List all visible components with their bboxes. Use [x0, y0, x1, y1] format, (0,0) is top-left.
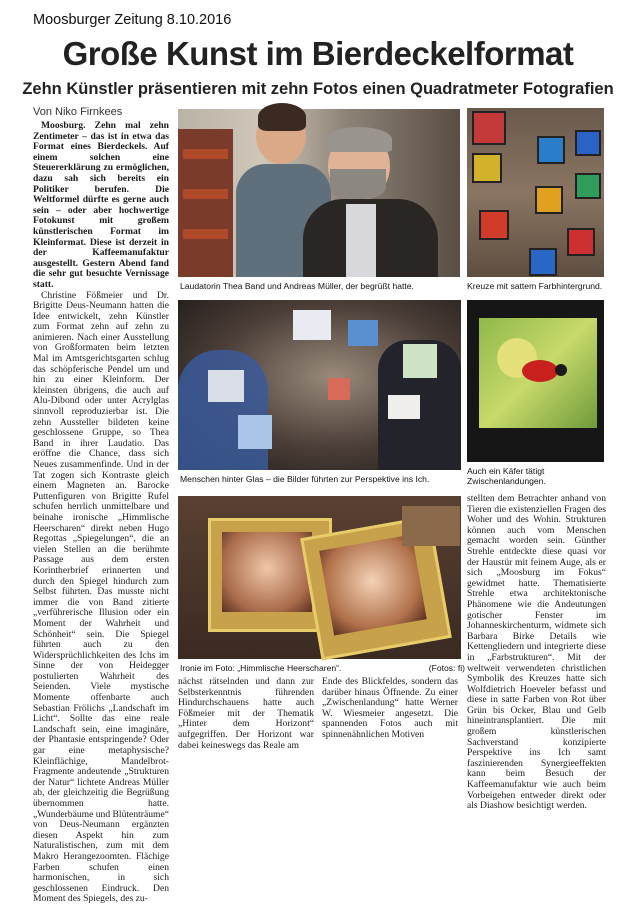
caption-photo-5: Ironie im Foto: „Himmlische Heerscharen“.	[180, 663, 342, 673]
caption-photo-2: Kreuze mit sattem Farbhintergrund.	[467, 281, 603, 291]
photo-himmlische-heerscharen	[178, 496, 461, 659]
photo-laudatorin	[178, 109, 460, 277]
article-title: Große Kunst im Bierdeckelformat	[62, 35, 574, 72]
photo-crosses	[467, 108, 604, 277]
body-paragraph: nächst rätselnden und dann zur Selbsterkenntnis führenden Hindurchschauens hatte auch Fößmeier mit der Thematik „Hinter dem Horizont“ aufgegriffen. Der Horizont war dabei keineswegs das Reale am	[178, 676, 314, 751]
article-subtitle: Zehn Künstler präsentieren mit zehn Fotos einen Quadratmeter Fotografien	[22, 80, 614, 98]
author-byline: Von Niko Firnkees	[33, 106, 123, 118]
photo-kaefer	[467, 300, 604, 462]
body-paragraph: stellten dem Betrachter anhand von Tieren die existenziellen Fragen des Woher und des Wohin. Strukturen können auch vom Menschen gemacht worden sein. Günther Strehle entdeckte diese quasi vor der Haustür mit feinem Auge, als er sich „Moosburg im Fokus“ gewidmet hatte. Thematisierte Strehle etwa architektonische Phänomene wie die Andeutungen gotischer Fenster im Johanneskirchenturm, widmete sich Barbara Birke Details wie Kettengliedern und integrierte diese in „Farbstrukturen“. Mit der weltweit verwendeten christlichen Symbolik des Kreuzes hatte sich Wolfdietrich Hoeveler befasst und diese in satte Farben von Rot über Grün bis Ocker, Blau und Gelb hineintransplantiert. Die mit großem künstlerischen Sachverstand konzipierte Perspektive ins Ich samt faszinierenden Synergieeffekten kann beim Besuch der Kaffeemanufaktur wie auch beim Vorbeigehen entweder direkt oder als Diashow besichtigt werden.	[467, 493, 606, 812]
lead-paragraph: Moosburg. Zehn mal zehn Zentimeter – das ist in etwa das Format eines Bierdeckels. Auf einem solchen eine Steuererklärung zu ermöglichen, dazu sah sich bereits ein Politiker berufen. Die Weltformel dürfte es gerne auch sein – oder aber hochwertige Fotokunst mit großem künstlerischen Format im Kleinformat. Diese ist derzeit in der Kaffeemanufaktur ausgestellt. Gestern Abend fand die sehr gut besuchte Vernissage statt.	[33, 120, 169, 290]
text-column-2	[178, 677, 314, 777]
text-column-1	[33, 120, 170, 905]
photo-menschen-hinter-glas	[178, 300, 461, 470]
caption-photo-3: Menschen hinter Glas – die Bilder führten zur Perspektive ins Ich.	[180, 474, 430, 484]
text-column-3	[322, 677, 458, 777]
body-paragraph: Christine Fößmeier und Dr. Brigitte Deus-Neumann hatten die Idee entwickelt, zehn Künstler zum Format zehn auf zehn zu animieren. Nach einer Ausstellung von Großformaten beim letzten Mal im Amtsgerichtsgarten schlug das schöpferische Pendel um und hin zu einer Kleinform. Der kleinsten übrigens, die auch auf Alu-Dibond oder unter Acrylglas sinnvoll reproduzierbar ist. Die zehn Aussteller bildeten keine geschlossene Gruppe, so Thea Band in ihrer Laudatio. Das eröffne die Chance, dass sich Neues zusammenfinde. Und in der Tat zogen sich Kontraste gleich einem Magneten an. Barocke Puttenfiguren von Brigitte Rufel schufen herrlich unmittelbare und beinahe ironische „Himmlische Heerscharen“ direkt neben Hugo Regottas „Spiegelungen“, die an vielen Stellen an die berühmte Passage aus dem ersten Korintherbrief erinnerten und durch den Spiegel hindurch zum Selbst führten. Das musste nicht immer die von Band zitierte „verführerische Illusion oder ein Moment der Wahrheit und Schönheit“ sein. Die Spiegel führten auch zu den Widersprüchlichkeiten des Ichs im Sinne der von Heidegger postulierten Wahrheit des Seienden. Viele mystische Momente offenbarte auch Sebastian Frölichs „Landschaft im Licht“. Sollte das eine reale Landschaft sein, eine imaginäre, der Phantasie entspringende? Oder gar eine metaphysische? Kleinflächige, Mandelbrot-Fragmente andeutende „Strukturen der Natur“ lichtete Andreas Müller ab, der gleichzeitig die Begrüßung übernommen hatte. „Wunderbäume und Blütenträume“ von Deus-Neumann ergänzten diesen Aspekt hin zum Naturalistischen, zum mit dem Makro Herangezoomten. Flächige Farben schufen einen harmonischen, in sich geschlossenen Eindruck. Den Moment des Spiegels, des zu-	[33, 289, 170, 905]
masthead: Moosburger Zeitung 8.10.2016	[33, 12, 232, 28]
text-column-4	[467, 493, 606, 812]
body-paragraph: Ende des Blickfeldes, sondern das darüber hinaus Öffnende. Zu einer „Zwischenlandung“ hatte Werner W. Wiesmeier angesetzt. Die spannenden Fotos auch mit spinnenähnlichen Motiven	[322, 676, 458, 740]
caption-photo-1: Laudatorin Thea Band und Andreas Müller, der begrüßt hatte.	[180, 281, 414, 291]
photo-credit: (Fotos: fi)	[428, 663, 465, 673]
caption-photo-4: Auch ein Käfer tätigt Zwischenlandungen.	[467, 466, 546, 486]
